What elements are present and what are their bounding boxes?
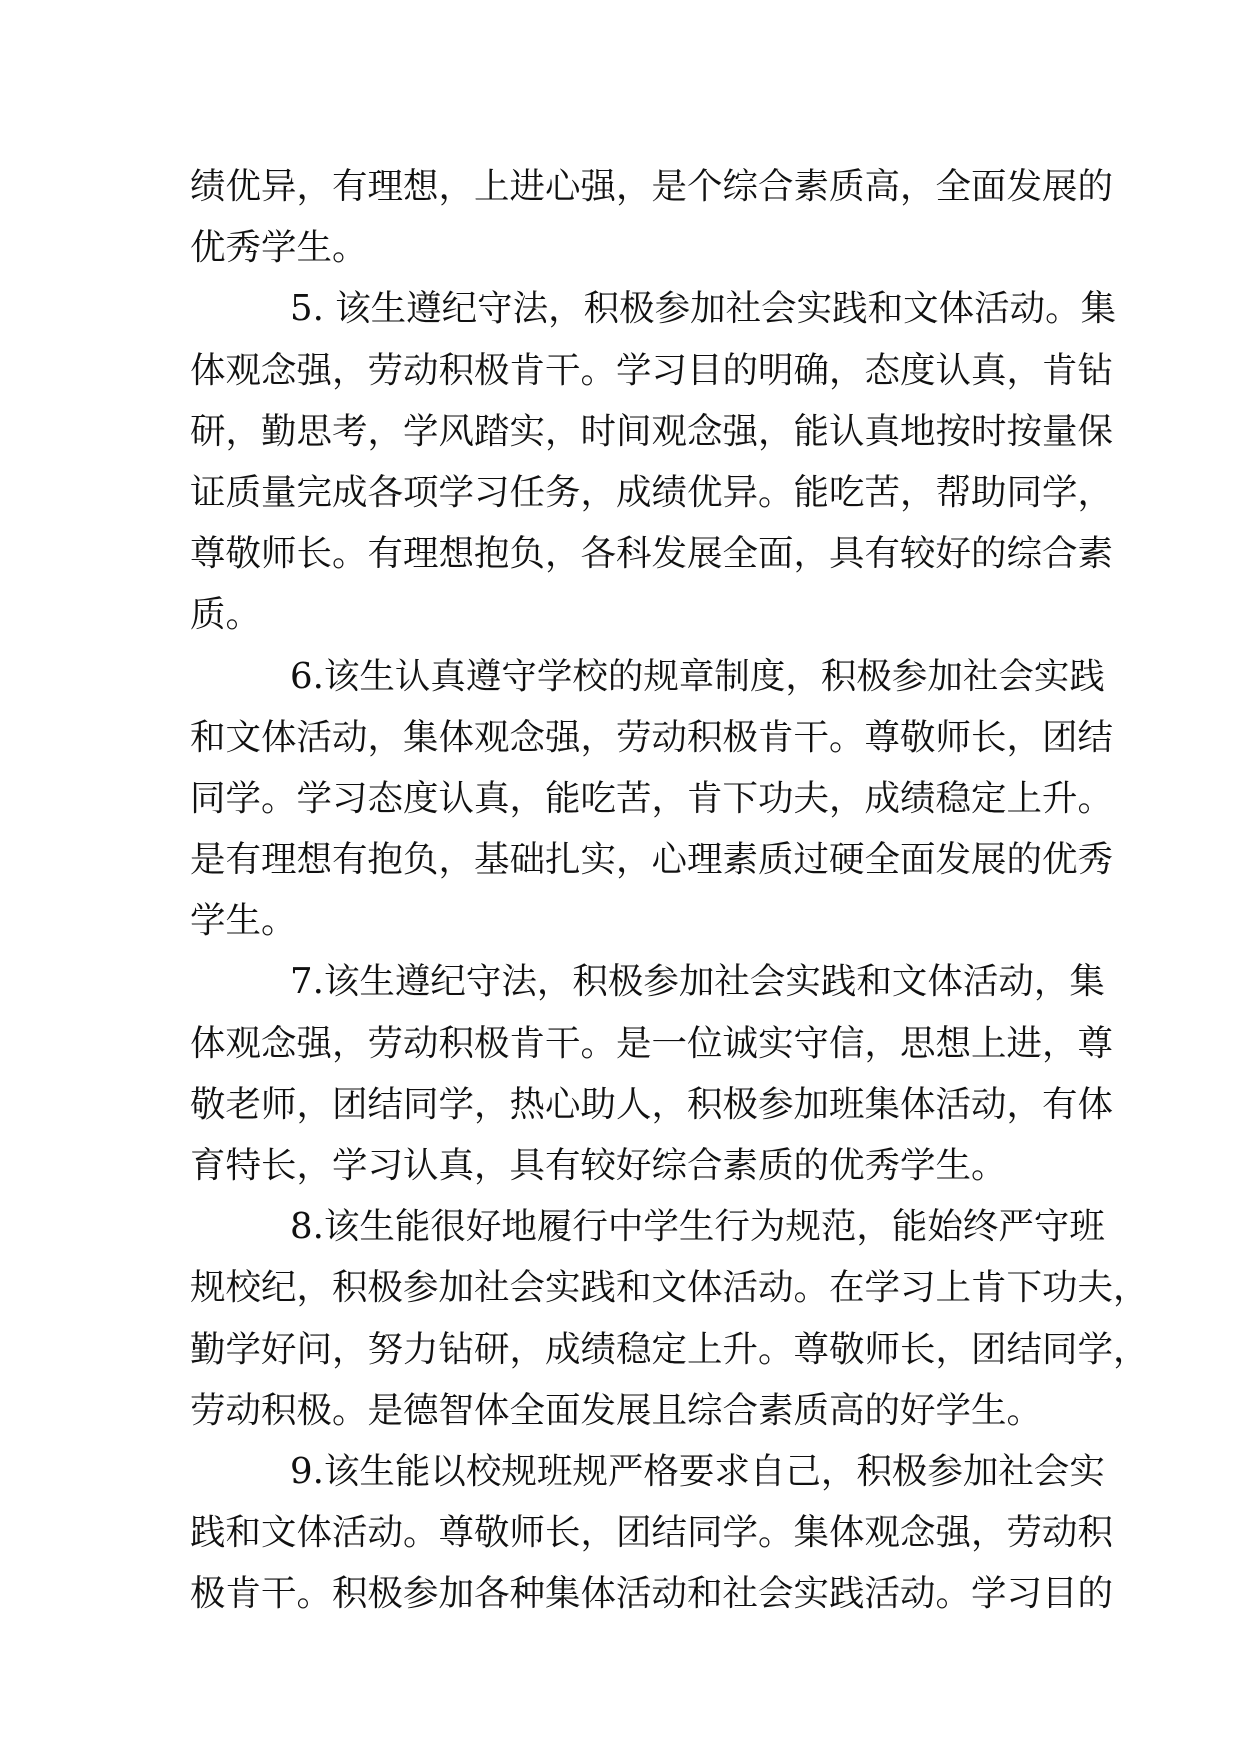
text-line: 5. 该生遵纪守法，积极参加社会实践和文体活动。集 [290,288,1117,330]
text-line: 证质量完成各项学习任务，成绩优异。能吃苦，帮助同学， [190,471,1114,513]
text-line: 体观念强，劳动积极肯干。学习目的明确，态度认真，肯钻 [190,349,1114,391]
text-line: 研，勤思考，学风踏实，时间观念强，能认真地按时按量保 [190,410,1114,452]
text-line: 7.该生遵纪守法，积极参加社会实践和文体活动，集 [290,961,1105,1003]
text-line: 和文体活动，集体观念强，劳动积极肯干。尊敬师长，团结 [190,716,1114,758]
text-line: 绩优异，有理想，上进心强，是个综合素质高，全面发展的 [190,166,1114,207]
text-line: 学生。 [190,900,297,942]
text-line: 质。 [190,594,262,636]
text-line: 劳动积极。是德智体全面发展且综合素质高的好学生。 [190,1389,1043,1431]
text-line: 育特长，学习认真，具有较好综合素质的优秀学生。 [190,1145,1007,1186]
paragraph-9 [190,1441,1114,1625]
text-line: 8.该生能很好地履行中学生行为规范，能始终严守班 [290,1206,1105,1248]
text-line: 尊敬师长。有理想抱负，各科发展全面，具有较好的综合素 [190,533,1114,575]
text-line: 同学。学习态度认真，能吃苦，肯下功夫，成绩稳定上升。 [190,777,1114,819]
paragraph-5 [190,278,1117,645]
text-line: 优秀学生。 [190,227,368,269]
paragraph-6 [190,646,1114,952]
paragraph-8 [190,1196,1149,1441]
paragraph-4-continued [190,156,1114,278]
paragraph-7 [190,951,1114,1196]
text-line: 极肯干。积极参加各种集体活动和社会实践活动。学习目的 [190,1573,1114,1615]
text-line: 9.该生能以校规班规严格要求自己，积极参加社会实 [290,1450,1105,1492]
text-line: 6.该生认真遵守学校的规章制度，积极参加社会实践 [290,655,1105,697]
document-body [190,156,1149,1625]
text-line: 体观念强，劳动积极肯干。是一位诚实守信，思想上进，尊 [190,1022,1114,1064]
text-line: 规校纪，积极参加社会实践和文体活动。在学习上肯下功夫， [190,1267,1149,1309]
text-line: 是有理想有抱负，基础扎实，心理素质过硬全面发展的优秀 [190,839,1114,881]
text-line: 敬老师，团结同学，热心助人，积极参加班集体活动，有体 [190,1083,1114,1125]
text-line: 践和文体活动。尊敬师长，团结同学。集体观念强，劳动积 [190,1512,1114,1554]
text-line: 勤学好问，努力钻研，成绩稳定上升。尊敬师长，团结同学， [190,1328,1149,1370]
